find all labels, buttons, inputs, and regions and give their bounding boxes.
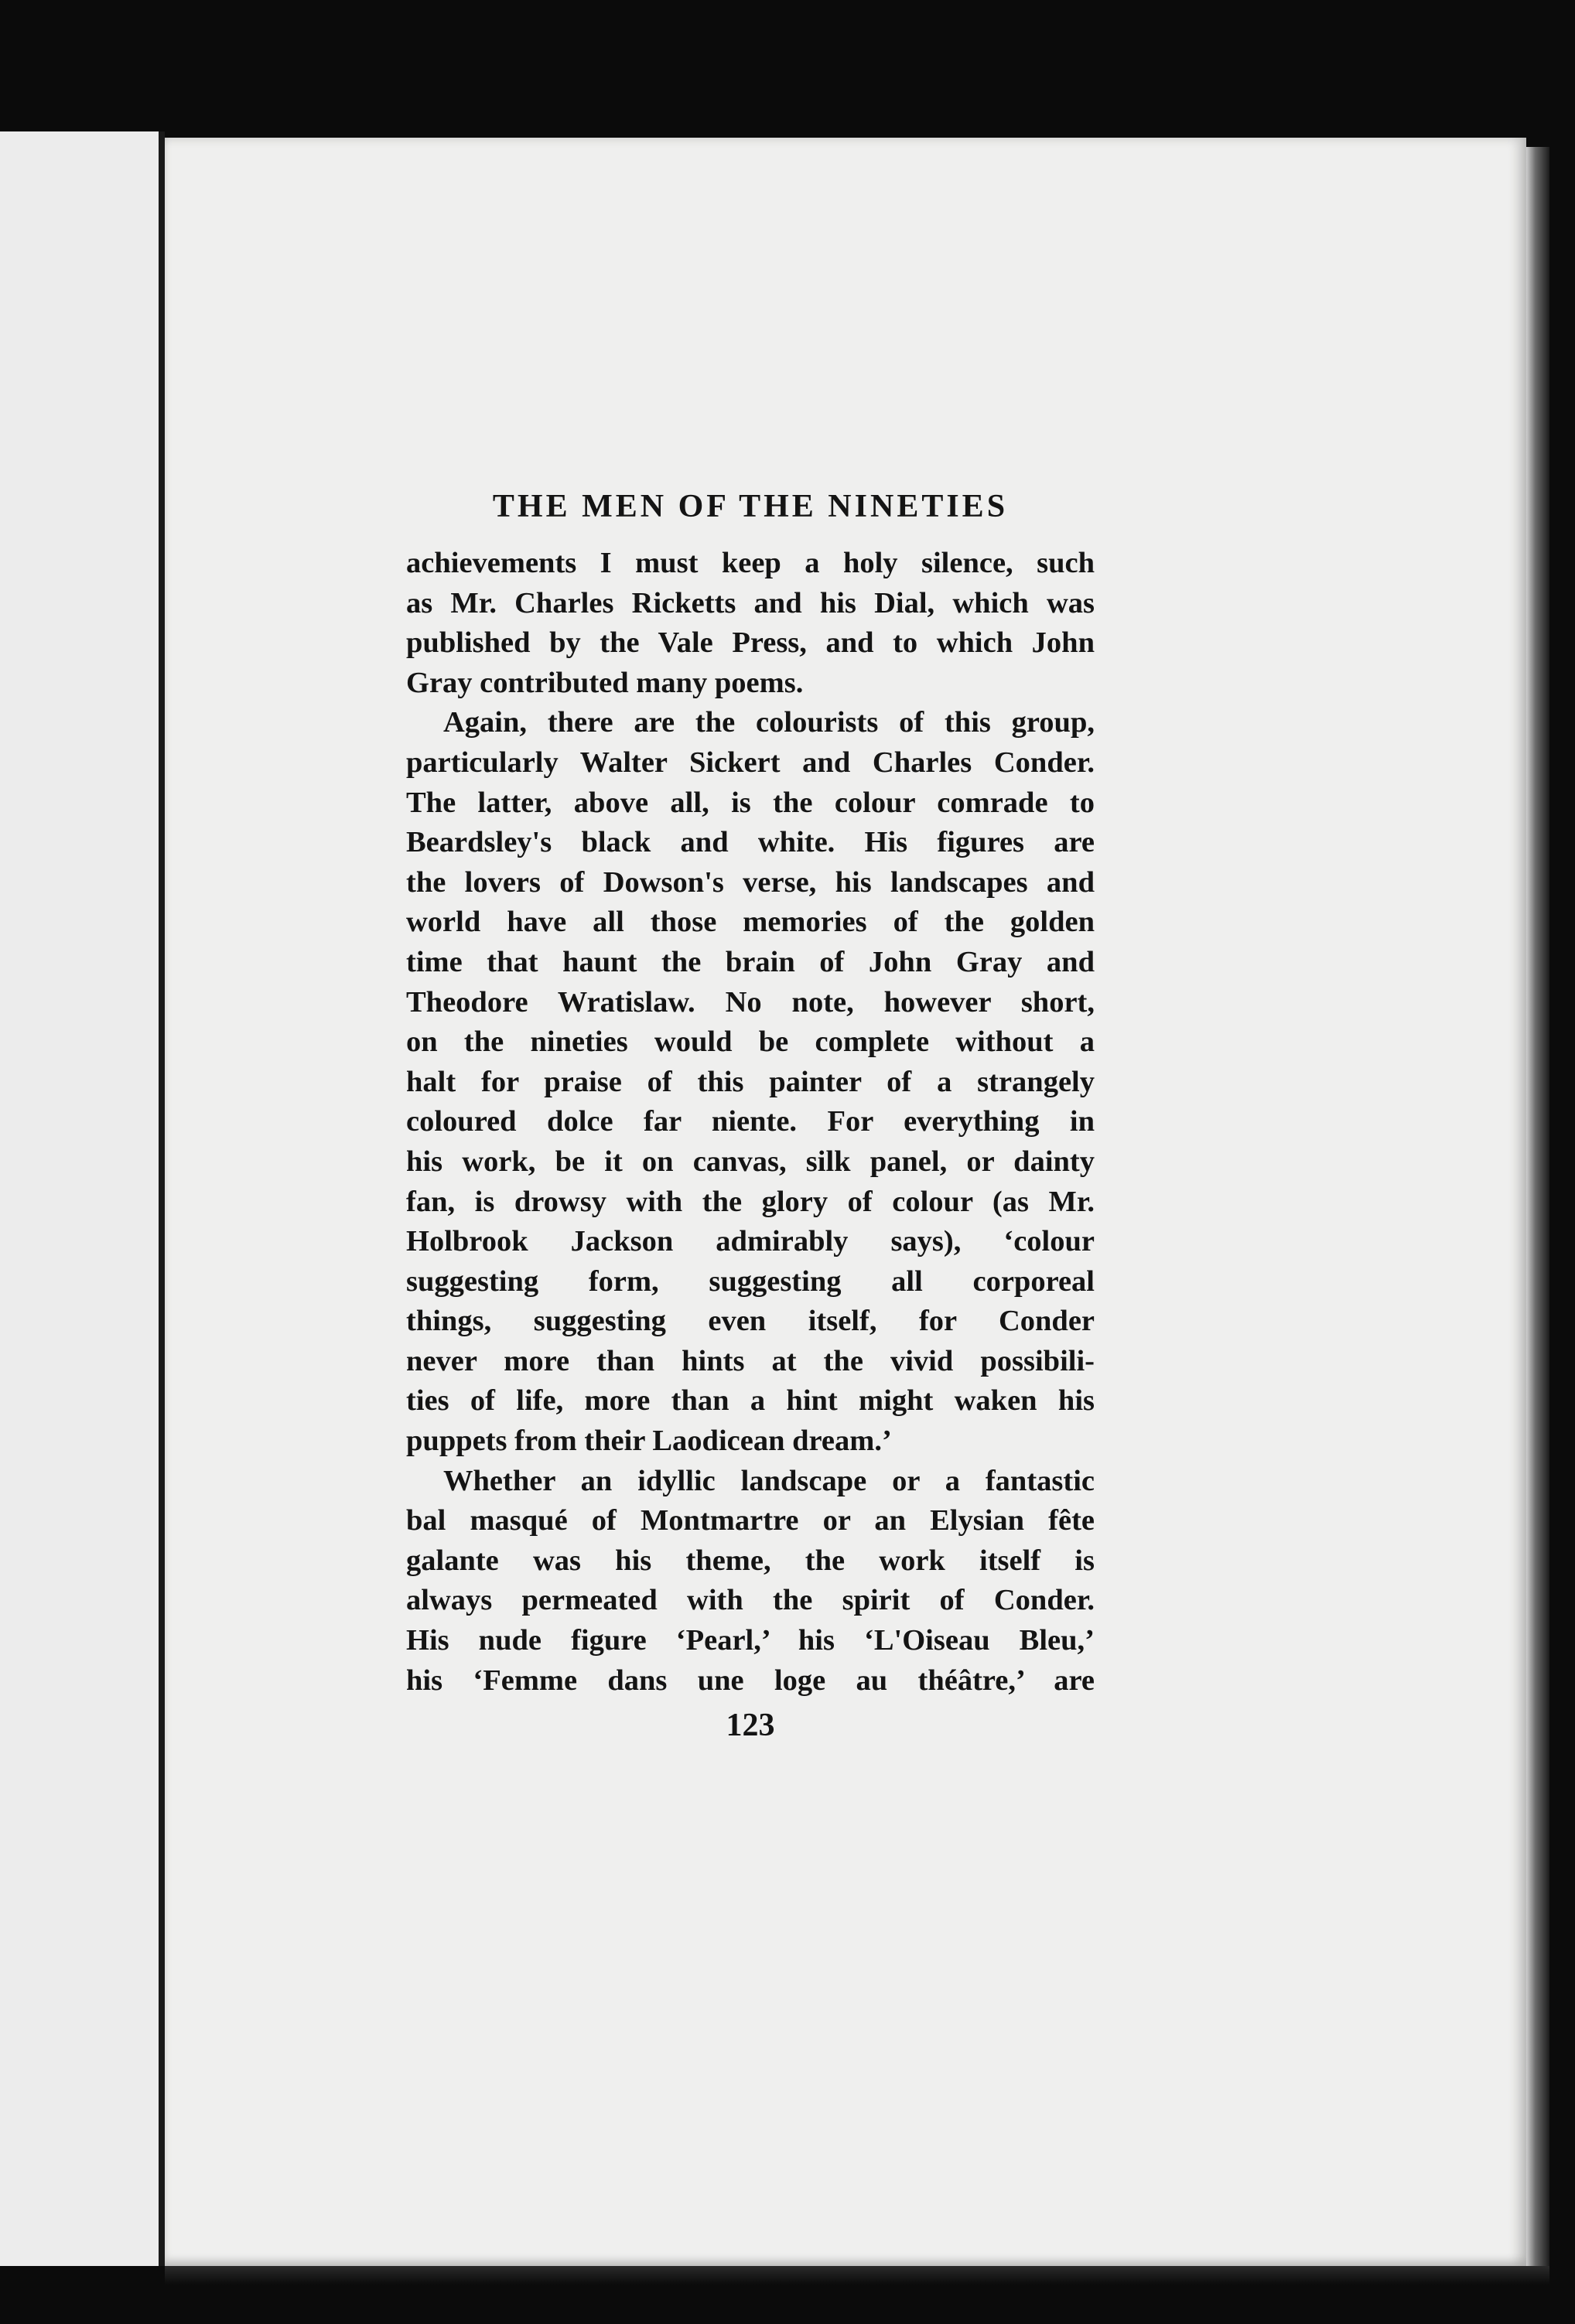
text-block [406,483,1095,1747]
text-line: particularly Walter Sickert and Charles Conder. [406,746,1095,779]
text-line: time that haunt the brain of John Gray and [406,945,1095,978]
text-line: on the nineties would be complete without a [406,1025,1095,1059]
text-line: Beardsley's black and white. His figures are [406,826,1095,859]
page-number: 123 [726,1708,775,1744]
body-text [406,544,1095,1701]
text-line: Theodore Wratislaw. No note, however short, [406,985,1095,1019]
text-line: The latter, above all, is the colour comrade to [406,786,1095,819]
text-line: world have all those memories of the golden [406,906,1095,939]
running-head: THE MEN OF THE NINETIES [492,489,1009,524]
text-line: things, suggesting even itself, for Conder [406,1305,1095,1338]
text-line: Gray contributed many poems. [406,666,804,699]
text-line: Whether an idyllic landscape or a fantastic [443,1464,1095,1497]
text-line: his ‘Femme dans une loge au théâtre,’ are [406,1664,1095,1697]
text-line: suggesting form, suggesting all corporeal [406,1264,1095,1298]
text-line: published by the Vale Press, and to which John [406,626,1095,660]
text-line: always permeated with the spirit of Conder. [406,1584,1095,1617]
text-line: achievements I must keep a holy silence, such [406,547,1095,579]
text-line: puppets from their Laodicean dream.’ [406,1425,892,1458]
text-line: the lovers of Dowson's verse, his landscapes and [406,865,1095,899]
text-line: bal masqué of Montmartre or an Elysian fête [406,1504,1095,1537]
page-bottom-edge [165,2266,1549,2285]
page-fore-edge [1526,147,1549,2266]
text-line: Holbrook Jackson admirably says), ‘colour [406,1225,1095,1258]
text-line: his work, be it on canvas, silk panel, or dainty [406,1145,1095,1178]
text-line: never more than hints at the vivid possibili- [406,1344,1095,1377]
text-line: Again, there are the colourists of this group, [443,706,1095,739]
text-line: ties of life, more than a hint might waken his [406,1384,1095,1418]
text-line: fan, is drowsy with the glory of colour (as Mr. [406,1185,1095,1218]
text-line: as Mr. Charles Ricketts and his Dial, which was [406,586,1095,619]
text-line: halt for praise of this painter of a strangely [406,1065,1095,1098]
text-line: coloured dolce far niente. For everything in [406,1105,1095,1138]
facing-page-edge [0,131,165,2266]
text-line: galante was his theme, the work itself is [406,1544,1095,1577]
text-line: His nude figure ‘Pearl,’ his ‘L'Oiseau Bleu,’ [406,1624,1095,1657]
